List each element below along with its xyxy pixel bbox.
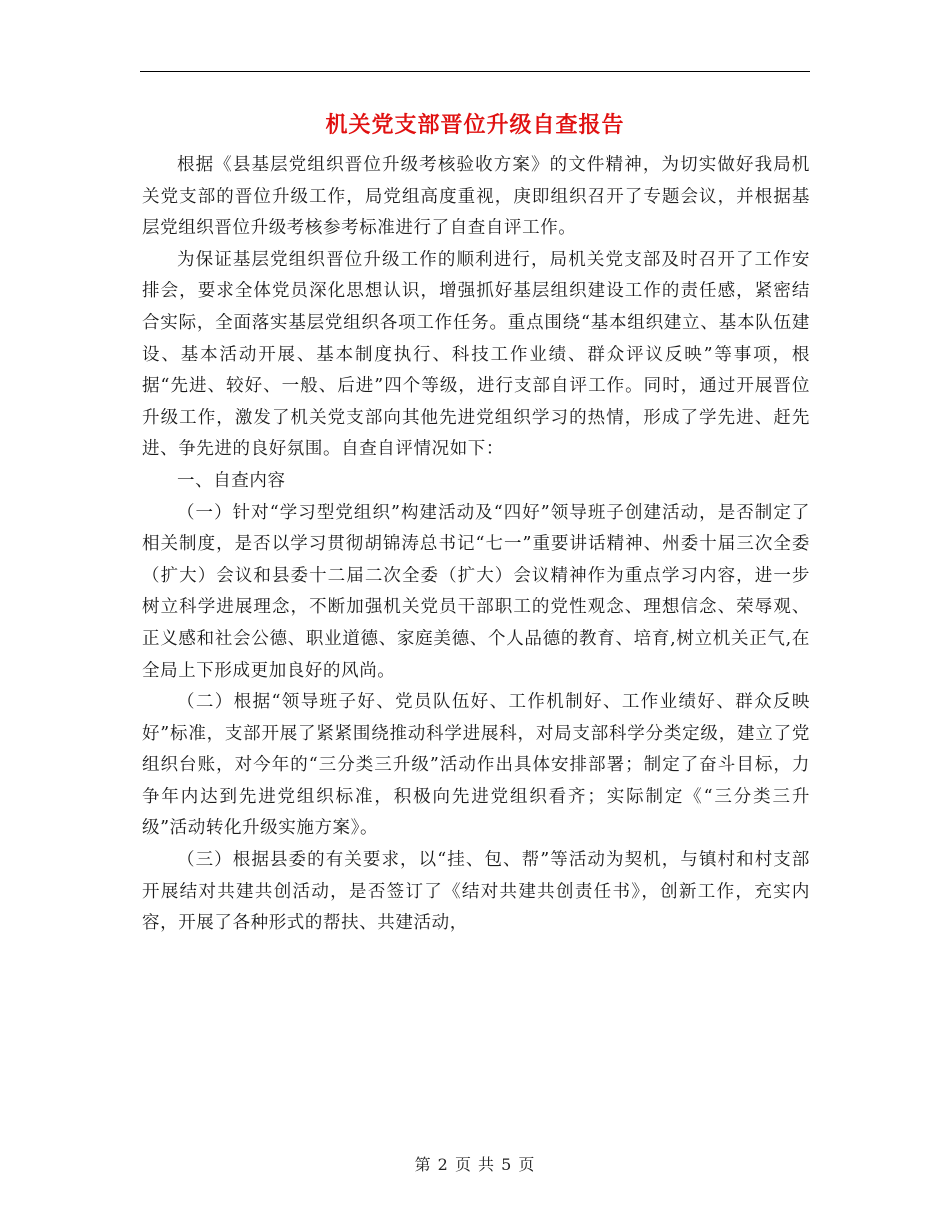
section-heading-self-check: 一、自查内容	[177, 470, 286, 491]
document-body	[142, 150, 810, 940]
page-number: 第 2 页 共 5 页	[414, 1155, 536, 1174]
paragraph-item-1: （一）针对“学习型党组织”构建活动及“四好”领导班子创建活动，是否制定了相关制度，是否以学习贯彻胡锦涛总书记“七一”重要讲话精神、州委十届三次全委（扩大）会议和县委十二届二次全委（扩大）会议精神作为重点学习内容，进一步树立科学进展理念，不断加强机关党员干部职工的党性观念、理想信念、荣辱观、正义感和社会公德、职业道德、家庭美德、个人品德的教育、培育,树立机关正气,在全局上下形成更加良好的风尚。	[142, 502, 810, 681]
paragraph-item-3: （三）根据县委的有关要求，以“挂、包、帮”等活动为契机，与镇村和村支部开展结对共建共创活动，是否签订了《结对共建共创责任书》，创新工作，充实内容，开展了各种形式的帮扶、共建活动，	[142, 850, 810, 934]
paragraph-item-2: （二）根据“领导班子好、党员队伍好、工作机制好、工作业绩好、群众反映好”标准，支部开展了紧紧围绕推动科学进展科，对局支部科学分类定级，建立了党组织台账，对今年的“三分类三升级”活动作出具体安排部署；制定了奋斗目标，力争年内达到先进党组织标准，积极向先进党组织看齐；实际制定《“三分类三升级”活动转化升级实施方案》。	[142, 692, 810, 839]
document-title: 机关党支部晋位升级自查报告	[325, 113, 625, 138]
paragraph-intro: 根据《县基层党组织晋位升级考核验收方案》的文件精神，为切实做好我局机关党支部的晋位升级工作，局党组高度重视，庚即组织召开了专题会议，并根据基层党组织晋位升级考核参考标准进行了自查自评工作。	[142, 155, 810, 239]
header-rule	[140, 71, 810, 72]
paragraph-overview: 为保证基层党组织晋位升级工作的顺利进行，局机关党支部及时召开了工作安排会，要求全体党员深化思想认识，增强抓好基层组织建设工作的责任感，紧密结合实际，全面落实基层党组织各项工作任务。重点围绕“基本组织建立、基本队伍建设、基本活动开展、基本制度执行、科技工作业绩、群众评议反映”等事项，根据“先进、较好、一般、后进”四个等级，进行支部自评工作。同时，通过开展晋位升级工作，激发了机关党支部向其他先进党组织学习的热情，形成了学先进、赶先进、争先进的良好氛围。自查自评情况如下：	[142, 249, 810, 460]
